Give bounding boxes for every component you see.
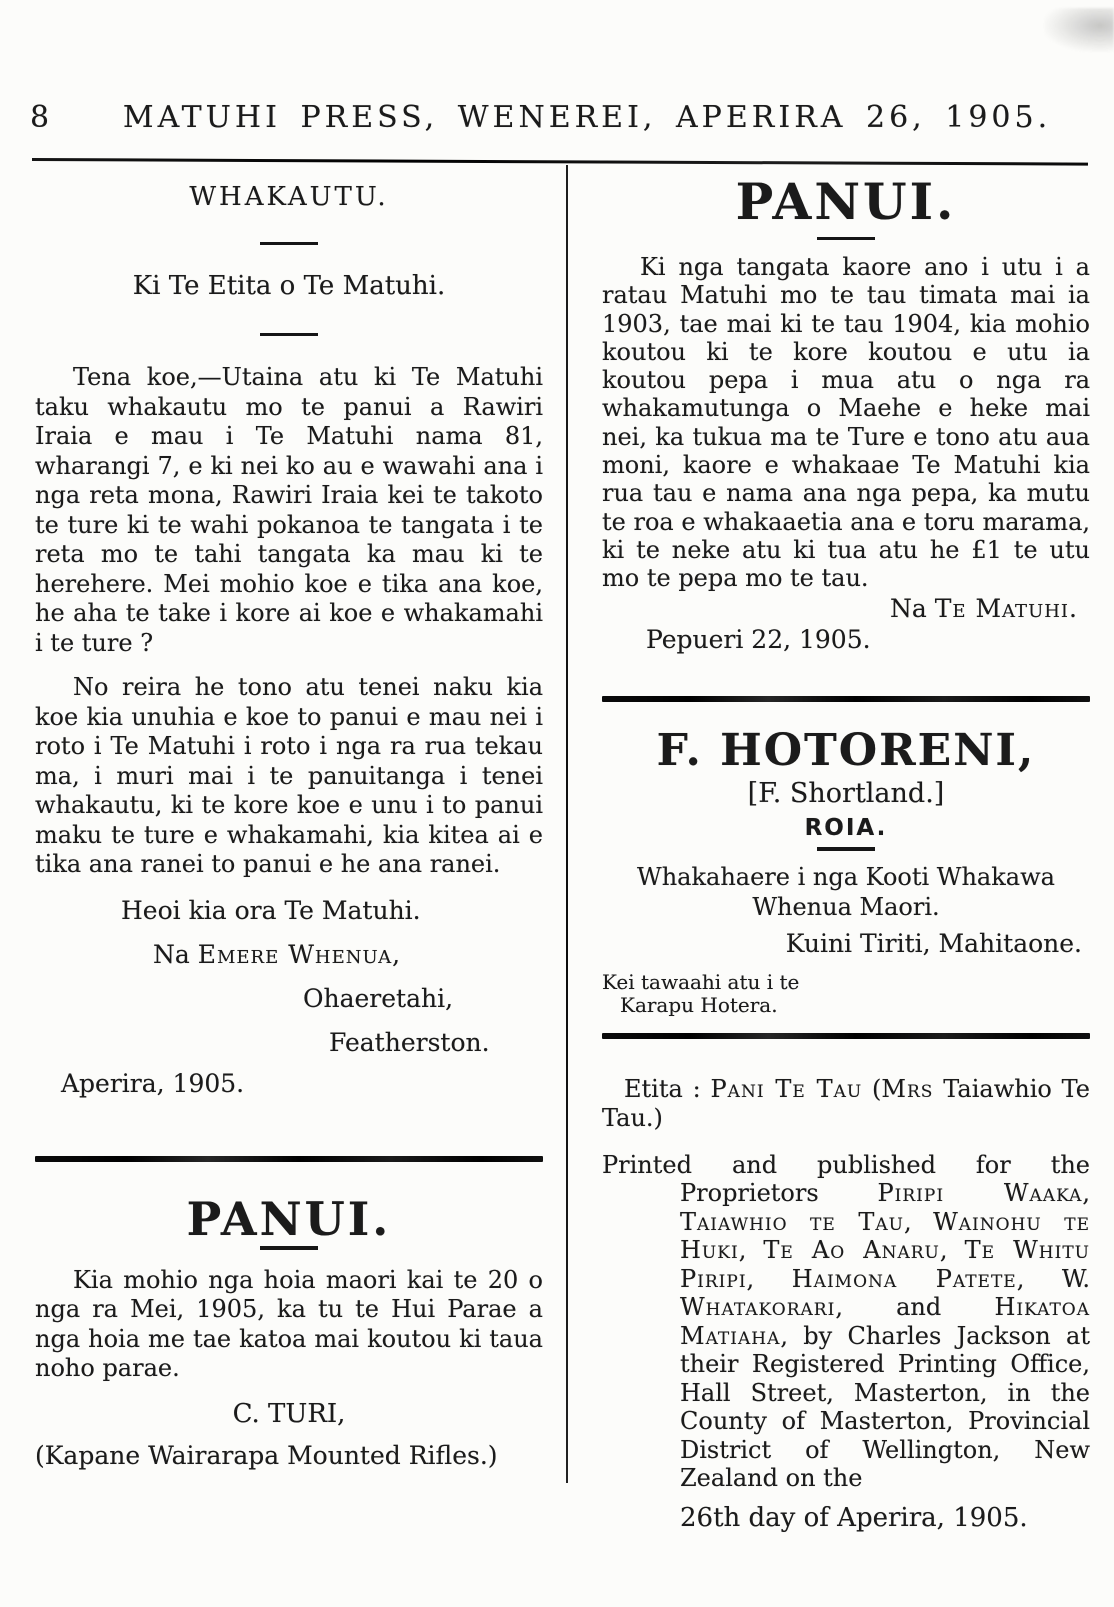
advert-role: ROIA. <box>804 814 888 841</box>
advert-note-line-1: Kei tawaahi atu i te <box>602 969 800 994</box>
whakautu-salutation: Ki Te Etita o Te Matuhi. <box>132 271 446 301</box>
separator-rule <box>260 333 318 336</box>
whakautu-place-line-1: Ohaeretahi, <box>303 983 454 1013</box>
separator-rule <box>260 1246 318 1250</box>
separator-rule <box>817 847 875 851</box>
left-panui-signatory-role: (Kapane Wairarapa Mounted Rifles.) <box>35 1440 498 1470</box>
whakautu-title: WHAKAUTU. <box>189 182 389 212</box>
right-panui-signature: Na Te Matuhi. <box>889 593 1078 623</box>
imprint-colophon: Printed and published for the Proprietors Piripi Waaka, Taiawhio te Tau, Wainohu te Huki, Te Ao Anaru, Te Whitu Piripi, Haimona Patete, W. Whatakorari, and Hikatoa Matiaha, by Charles Jackson at their Registered Printing Office, Hall Street, Masterton, in the County of Masterton, Provincial District of Wellington, New Zealand on the <box>602 1150 1091 1493</box>
right-panui-title: PANUI. <box>735 172 957 231</box>
column-divider <box>566 165 568 1483</box>
imprint-date-line: 26th day of Aperira, 1905. <box>680 1502 1028 1533</box>
right-panui-body: Ki nga tangata kaore ano i utu i a ratau Matuhi mo te tau timata mai ia 1903, tae mai ki te tau 1904, kia mohio koutou ki te kore koutou e utu ia koutou pepa i mua atu o nga ra whakamutunga o Maehe e heke mai nei, ka tukua ma te Ture e tono atu aua moni, kaore e whakaae Te Matuhi kia rua tau e nama ana nga pepa, ka mutu te roa e whakaaetia ana e toru marama, ki te neke atu ki tua atu he £1 te utu mo te pepa mo te tau. <box>602 253 1090 593</box>
page-number: 8 <box>30 100 50 135</box>
right-column <box>602 166 1090 1533</box>
masthead-title: MATUHI PRESS, WENEREI, APERIRA 26, 1905. <box>122 100 1052 135</box>
whakautu-date: Aperira, 1905. <box>61 1068 245 1098</box>
whakautu-closing: Heoi kia ora Te Matuhi. <box>121 895 421 925</box>
whakautu-place-line-2: Featherston. <box>329 1027 490 1057</box>
imprint-editor-line: Etita : Pani Te Tau (Mrs Taiawhio Te Tau.) <box>602 1074 1090 1132</box>
whakautu-paragraph-2: No reira he tono atu tenei naku kia koe kia unuhia e koe to panui e mau nei i roto i Te Matuhi i roto i nga ra rua tekau ma, i muri mai i te panuitanga i tenei whakautu, ki te kore koe e unu i to panui maku te ture e whakamahi, kia kitea ai e tika ana ranei to panui e he ana ranei. <box>35 673 543 878</box>
header-rule <box>32 158 1088 166</box>
advert-courts-line: Whakahaere i nga Kooti Whakawa Whenua Maori. <box>637 862 1055 921</box>
advert-address: Kuini Tiriti, Mahitaone. <box>785 928 1082 958</box>
separator-rule <box>260 242 318 245</box>
left-column <box>35 166 543 1470</box>
whakautu-signature: Na Emere Whenua, <box>153 939 401 969</box>
left-panui-body: Kia mohio nga hoia maori kai te 20 o nga ra Mei, 1905, ka tu te Hui Parae a nga hoia me tae katoa mai koutou ki taua noho parae. <box>35 1265 543 1382</box>
separator-rule <box>817 237 875 240</box>
left-panui-title: PANUI. <box>186 1191 392 1246</box>
section-divider-rule <box>602 696 1090 702</box>
right-panui-date: Pepueri 22, 1905. <box>646 624 871 654</box>
section-divider-rule <box>602 1033 1090 1039</box>
advert-alias: [F. Shortland.] <box>747 777 945 809</box>
left-panui-signatory: C. TURI, <box>232 1398 346 1429</box>
advert-name: F. HOTORENI, <box>656 724 1036 776</box>
whakautu-paragraph-1: Tena koe,—Utaina atu ki Te Matuhi taku whakautu mo te panui a Rawiri Iraia e mau i Te Matuhi nama 81, wharangi 7, e ki nei ko au e wawahi ana i nga reta mona, Rawiri Iraia kei te takoto te ture ki te wahi pokanoa te tangata i te reta mo te tahi tangata ka mau ki te herehere. Mei mohio koe e tika ana koe, he aha te take i kore ai koe e whakamahi i te ture ? <box>35 363 543 657</box>
advert-note-line-2: Karapu Hotera. <box>620 992 778 1017</box>
section-divider-rule <box>35 1156 543 1162</box>
scan-smudge-artifact <box>1044 8 1114 52</box>
